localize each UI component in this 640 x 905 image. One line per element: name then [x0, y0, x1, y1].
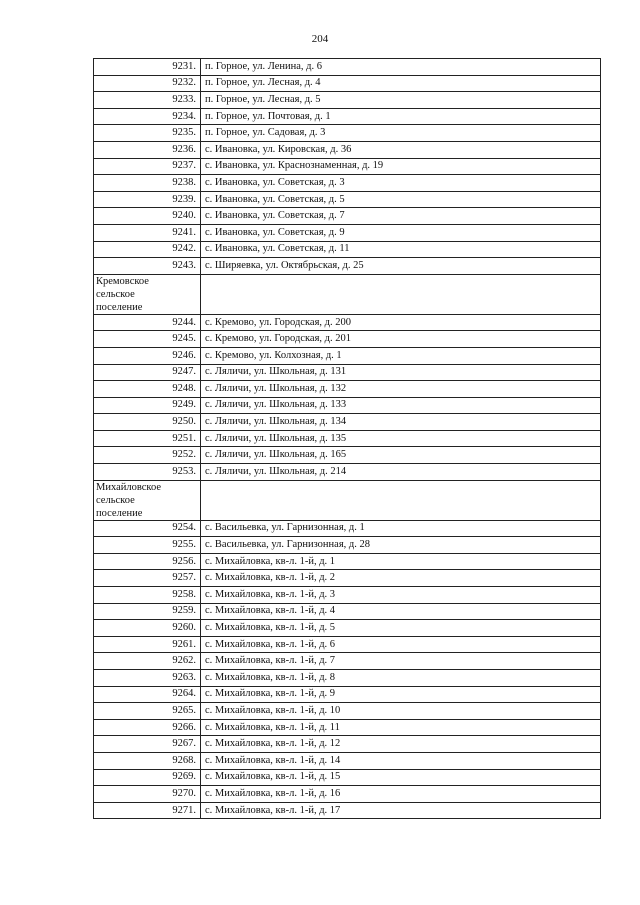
table-row	[94, 258, 601, 275]
row-number: 9238.	[94, 175, 201, 192]
table-row	[94, 670, 601, 687]
table-row	[94, 719, 601, 736]
table-row	[94, 314, 601, 331]
row-address: с. Кремово, ул. Колхозная, д. 1	[201, 347, 601, 364]
row-address: с. Ивановка, ул. Советская, д. 9	[201, 224, 601, 241]
table-row	[94, 158, 601, 175]
row-address: с. Михайловка, кв-л. 1-й, д. 1	[201, 553, 601, 570]
row-number: 9245.	[94, 331, 201, 348]
row-address: с. Михайловка, кв-л. 1-й, д. 5	[201, 620, 601, 637]
row-address: с. Михайловка, кв-л. 1-й, д. 3	[201, 587, 601, 604]
row-number: 9240.	[94, 208, 201, 225]
row-address: п. Горное, ул. Лесная, д. 5	[201, 92, 601, 109]
table-row	[94, 447, 601, 464]
row-address: с. Васильевка, ул. Гарнизонная, д. 1	[201, 520, 601, 537]
row-address: с. Ляличи, ул. Школьная, д. 165	[201, 447, 601, 464]
row-address: с. Ляличи, ул. Школьная, д. 134	[201, 414, 601, 431]
row-number: 9233.	[94, 92, 201, 109]
address-table	[93, 58, 601, 819]
table-row	[94, 464, 601, 481]
table-body	[94, 59, 601, 819]
row-number: 9249.	[94, 397, 201, 414]
row-number: 9264.	[94, 686, 201, 703]
row-address: с. Михайловка, кв-л. 1-й, д. 12	[201, 736, 601, 753]
table-row	[94, 537, 601, 554]
row-address: п. Горное, ул. Почтовая, д. 1	[201, 108, 601, 125]
row-number: 9257.	[94, 570, 201, 587]
table-row	[94, 686, 601, 703]
row-number: 9236.	[94, 141, 201, 158]
table-row	[94, 636, 601, 653]
table-row	[94, 208, 601, 225]
row-address: п. Горное, ул. Лесная, д. 4	[201, 75, 601, 92]
table-row	[94, 802, 601, 819]
table-row	[94, 520, 601, 537]
row-number: 9258.	[94, 587, 201, 604]
table-row	[94, 347, 601, 364]
row-address: с. Ивановка, ул. Советская, д. 3	[201, 175, 601, 192]
row-number: 9255.	[94, 537, 201, 554]
row-number: 9247.	[94, 364, 201, 381]
table-row	[94, 430, 601, 447]
section-row	[94, 274, 601, 314]
row-address: с. Михайловка, кв-л. 1-й, д. 7	[201, 653, 601, 670]
table-row	[94, 191, 601, 208]
row-number: 9243.	[94, 258, 201, 275]
row-number: 9259.	[94, 603, 201, 620]
row-number: 9251.	[94, 430, 201, 447]
table-row	[94, 553, 601, 570]
row-number: 9248.	[94, 381, 201, 398]
row-number: 9263.	[94, 670, 201, 687]
row-number: 9234.	[94, 108, 201, 125]
row-number: 9239.	[94, 191, 201, 208]
row-address: с. Ляличи, ул. Школьная, д. 132	[201, 381, 601, 398]
row-number: 9253.	[94, 464, 201, 481]
row-number: 9242.	[94, 241, 201, 258]
table-row	[94, 752, 601, 769]
row-address: с. Михайловка, кв-л. 1-й, д. 2	[201, 570, 601, 587]
row-address: п. Горное, ул. Ленина, д. 6	[201, 59, 601, 76]
table-row	[94, 75, 601, 92]
row-address: с. Ивановка, ул. Советская, д. 7	[201, 208, 601, 225]
row-number: 9271.	[94, 802, 201, 819]
table-row	[94, 736, 601, 753]
row-address: с. Михайловка, кв-л. 1-й, д. 4	[201, 603, 601, 620]
row-address: с. Михайловка, кв-л. 1-й, д. 8	[201, 670, 601, 687]
row-number: 9268.	[94, 752, 201, 769]
row-address: с. Кремово, ул. Городская, д. 201	[201, 331, 601, 348]
table-row	[94, 769, 601, 786]
table-row	[94, 570, 601, 587]
row-address: с. Ляличи, ул. Школьная, д. 135	[201, 430, 601, 447]
row-number: 9241.	[94, 224, 201, 241]
table-row	[94, 331, 601, 348]
table-row	[94, 224, 601, 241]
row-address: с. Ивановка, ул. Краснознаменная, д. 19	[201, 158, 601, 175]
section-label: Михайловское сельское поселение	[96, 481, 161, 519]
row-number: 9269.	[94, 769, 201, 786]
page-number: 204	[311, 33, 329, 45]
row-number: 9252.	[94, 447, 201, 464]
table-row	[94, 92, 601, 109]
row-address: с. Ивановка, ул. Советская, д. 11	[201, 241, 601, 258]
table-row	[94, 786, 601, 803]
row-address: с. Михайловка, кв-л. 1-й, д. 9	[201, 686, 601, 703]
row-number: 9266.	[94, 719, 201, 736]
row-number: 9231.	[94, 59, 201, 76]
row-number: 9270.	[94, 786, 201, 803]
section-row	[94, 480, 601, 520]
empty-cell	[201, 480, 601, 520]
table-row	[94, 381, 601, 398]
row-number: 9267.	[94, 736, 201, 753]
section-cell	[94, 480, 201, 520]
table-row	[94, 414, 601, 431]
row-address: с. Михайловка, кв-л. 1-й, д. 16	[201, 786, 601, 803]
row-address: п. Горное, ул. Садовая, д. 3	[201, 125, 601, 142]
table-row	[94, 59, 601, 76]
row-number: 9265.	[94, 703, 201, 720]
row-address: с. Ляличи, ул. Школьная, д. 131	[201, 364, 601, 381]
row-number: 9261.	[94, 636, 201, 653]
row-address: с. Михайловка, кв-л. 1-й, д. 10	[201, 703, 601, 720]
row-number: 9235.	[94, 125, 201, 142]
table-row	[94, 364, 601, 381]
row-number: 9246.	[94, 347, 201, 364]
row-address: с. Михайловка, кв-л. 1-й, д. 15	[201, 769, 601, 786]
table-row	[94, 397, 601, 414]
row-address: с. Михайловка, кв-л. 1-й, д. 6	[201, 636, 601, 653]
row-number: 9250.	[94, 414, 201, 431]
section-label: Кремовское сельское поселение	[96, 275, 149, 313]
row-number: 9237.	[94, 158, 201, 175]
row-number: 9256.	[94, 553, 201, 570]
row-address: с. Ширяевка, ул. Октябрьская, д. 25	[201, 258, 601, 275]
row-address: с. Ляличи, ул. Школьная, д. 214	[201, 464, 601, 481]
empty-cell	[201, 274, 601, 314]
row-address: с. Ивановка, ул. Советская, д. 5	[201, 191, 601, 208]
row-address: с. Михайловка, кв-л. 1-й, д. 14	[201, 752, 601, 769]
row-address: с. Ивановка, ул. Кировская, д. 36	[201, 141, 601, 158]
table-row	[94, 241, 601, 258]
table-row	[94, 587, 601, 604]
row-number: 9260.	[94, 620, 201, 637]
row-address: с. Михайловка, кв-л. 1-й, д. 11	[201, 719, 601, 736]
section-cell	[94, 274, 201, 314]
row-number: 9232.	[94, 75, 201, 92]
table-row	[94, 141, 601, 158]
table-row	[94, 125, 601, 142]
table-row	[94, 603, 601, 620]
table-row	[94, 620, 601, 637]
row-address: с. Михайловка, кв-л. 1-й, д. 17	[201, 802, 601, 819]
row-number: 9244.	[94, 314, 201, 331]
table-row	[94, 175, 601, 192]
row-number: 9262.	[94, 653, 201, 670]
row-number: 9254.	[94, 520, 201, 537]
table-row	[94, 653, 601, 670]
table-row	[94, 108, 601, 125]
row-address: с. Кремово, ул. Городская, д. 200	[201, 314, 601, 331]
row-address: с. Васильевка, ул. Гарнизонная, д. 28	[201, 537, 601, 554]
row-address: с. Ляличи, ул. Школьная, д. 133	[201, 397, 601, 414]
table-row	[94, 703, 601, 720]
